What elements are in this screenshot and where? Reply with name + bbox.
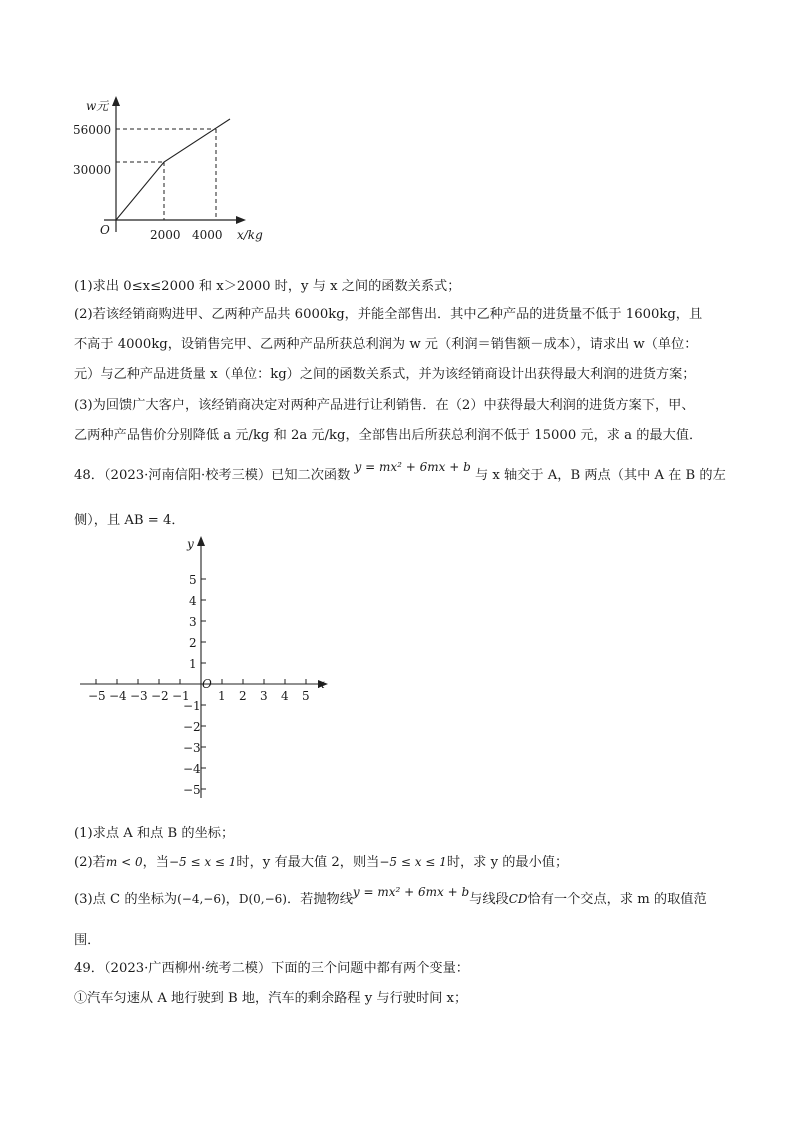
x-tick-label: −5 [88, 689, 106, 703]
x-tick-label: 1 [218, 689, 226, 703]
y-axis-label: w元 [86, 99, 109, 113]
q48-point-c: (−4,−6) [177, 892, 226, 906]
x-tick-label: −3 [130, 689, 148, 703]
y-tick-label: 5 [189, 573, 197, 587]
q47-part1: (1)求出 0≤x≤2000 和 x＞2000 时，y 与 x 之间的函数关系式； [74, 279, 461, 294]
q48-part2-text-b: ，当 [142, 855, 169, 870]
q48-heading-text-a: 48．（2023·河南信阳·校考三模）已知二次函数 [74, 468, 351, 483]
q48-segment-cd: CD [508, 892, 528, 906]
y-tick-label: 3 [189, 615, 197, 629]
q48-part2-cond3: −5 ≤ x ≤ 1 [379, 855, 447, 869]
y-tick-30000: 30000 [73, 163, 112, 177]
y-tick-label: −3 [183, 741, 201, 755]
q48-part3-text-e: 恰有一个交点，求 m 的取值范 [527, 892, 707, 907]
q48-part2-cond2: −5 ≤ x ≤ 1 [168, 855, 237, 869]
coordinate-plane [70, 530, 340, 800]
q47-part3-line2: 乙两种产品售价分别降低 a 元/kg 和 2a 元/kg，全部售出后所获总利润不低于 15000 元，求 a 的最大值． [74, 428, 703, 443]
x-axis-label: x [318, 677, 325, 691]
origin-label: O [100, 223, 110, 237]
q48-part3 [74, 885, 707, 909]
q49-heading: 49．（2023·广西柳州·统考二模）下面的三个问题中都有两个变量： [74, 961, 469, 976]
x-tick-label: 5 [302, 689, 310, 703]
x-axis-label: x/kg [237, 228, 263, 242]
x-tick-label: −4 [109, 689, 127, 703]
x-tick-4000: 4000 [192, 228, 223, 242]
q48-part2 [74, 853, 568, 872]
q49-item1: ①汽车匀速从 A 地行驶到 B 地，汽车的剩余路程 y 与行驶时间 x； [74, 991, 468, 1006]
q48-part3-text-d: 与线段 [469, 892, 509, 907]
q48-part3-text-c: ．若抛物线 [286, 892, 353, 907]
y-axis-arrow [197, 536, 205, 546]
q48-heading-text-b: 与 x 轴交于 A，B 两点（其中 A 在 B 的左 [474, 468, 726, 483]
y-tick-label: −1 [183, 699, 201, 713]
q48-point-d: D(0,−6) [238, 892, 287, 906]
q48-heading-line2: 侧），且 AB = 4． [74, 513, 185, 528]
q48-part3-line2: 围． [74, 933, 101, 948]
y-tick-label: 4 [189, 594, 197, 608]
q47-part2-line2: 不高于 4000kg，设销售完甲、乙两种产品所获总利润为 w 元（利润＝销售额－成本），请求出 w（单位： [74, 337, 698, 352]
y-tick-label: 2 [189, 636, 197, 650]
y-tick-label: 1 [189, 657, 197, 671]
y-axis-label: y [187, 537, 194, 551]
q48-part3-text-a: (3)点 C 的坐标为 [74, 892, 178, 907]
q47-part2-line1: (2)若该经销商购进甲、乙两种产品共 6000kg，并能全部售出．其中乙种产品的进货量不低于 1600kg，且 [74, 307, 703, 322]
x-axis-arrow [236, 216, 246, 224]
q48-part2-cond1: m < 0 [105, 855, 143, 869]
profit-line [116, 119, 230, 220]
q48-heading [74, 460, 726, 485]
y-tick-label: −2 [183, 720, 201, 734]
y-axis-arrow [112, 96, 120, 106]
x-tick-label: 4 [281, 689, 289, 703]
q48-part1: (1)求点 A 和点 B 的坐标； [74, 826, 235, 841]
y-tick-label: −4 [183, 762, 201, 776]
q48-formula: y = mx² + 6mx + b [354, 460, 471, 474]
x-tick-2000: 2000 [150, 228, 181, 242]
origin-label: O [202, 677, 212, 691]
q48-part2-text-c: 时，y 有最大值 2，则当 [236, 855, 380, 870]
x-tick-label: 2 [239, 689, 247, 703]
y-tick-label: −5 [183, 783, 201, 797]
y-tick-labels [183, 573, 201, 797]
q48-part3-formula: y = mx² + 6mx + b [352, 885, 470, 899]
q48-part3-text-b: ， [225, 892, 239, 907]
q48-part2-text-a: (2)若 [74, 855, 106, 870]
q48-part2-text-d: 时，求 y 的最小值； [446, 855, 569, 870]
profit-graph [60, 88, 280, 268]
x-tick-label: −2 [151, 689, 169, 703]
q47-part3-line1: (3)为回馈广大客户，该经销商决定对两种产品进行让利销售．在（2）中获得最大利润的进货方案下，甲、 [74, 398, 695, 413]
x-tick-label: 3 [260, 689, 268, 703]
y-tick-56000: 56000 [73, 123, 112, 137]
q47-part2-line3: 元）与乙种产品进货量 x（单位：kg）之间的函数关系式，并为该经销商设计出获得最大利润的进货方案； [74, 367, 696, 382]
x-tick-label: −1 [172, 689, 190, 703]
